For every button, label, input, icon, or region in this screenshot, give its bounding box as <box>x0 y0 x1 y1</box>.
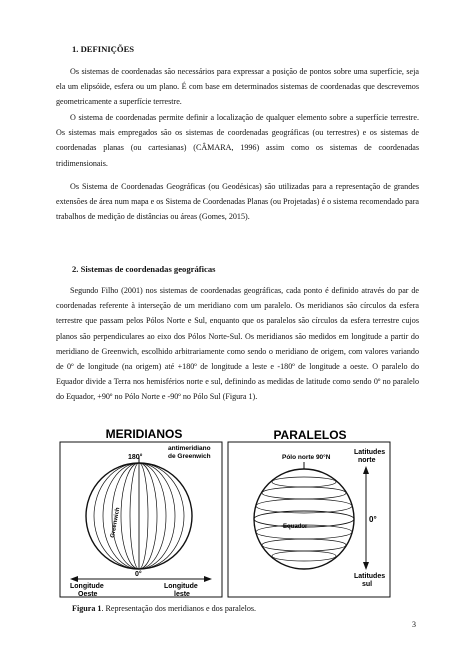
label-latitudes-norte: Latitudes norte <box>354 449 386 464</box>
caption-text: . Representação dos meridianos e dos paralelos. <box>101 604 257 613</box>
arrow-south-icon <box>363 562 369 570</box>
paragraph-2: O sistema de coordenadas permite definir a localização de qualquer elemento sobre a superfície terrestre. Os sistemas mais empregados são os sistemas de coordenadas geográficas (ou terrestres) e os sistemas de coordenadas planas (ou cartesianas) (CÂMARA, 1996) assim como os sistemas de coordenadas tridimensionais. <box>56 113 419 168</box>
paragraph-1: Os sistemas de coordenadas são necessários para expressar a posição de pontos sobre uma superfície, seja ela um elipsóide, esfera ou um plano. É com base em determinados sistemas de coordenadas que descrevemos geometricamente a superfície terrestre. <box>56 67 419 107</box>
page-number: 3 <box>412 620 416 629</box>
meridianos-title: MERIDIANOS <box>105 427 183 441</box>
label-antimeridiano: antimeridiano de Greenwich <box>168 445 211 460</box>
label-180: 180° <box>128 454 143 461</box>
label-longitude-leste: Longitude leste <box>164 583 198 598</box>
label-polo-norte: Pólo norte 90°N <box>282 454 331 461</box>
caption-label: Figura 1 <box>72 604 102 613</box>
figure-caption <box>72 604 256 613</box>
paralelos-title: PARALELOS <box>273 428 347 442</box>
label-longitude-oeste: Longitude Oeste <box>70 583 104 598</box>
label-latitudes-sul: Latitudes sul <box>354 573 386 588</box>
arrow-west-icon <box>70 576 78 582</box>
arrow-north-icon <box>363 466 369 474</box>
paralelos-globe <box>254 462 354 569</box>
section-heading-definicoes: 1. DEFINIÇÕES <box>72 44 135 54</box>
arrow-east-icon <box>204 576 212 582</box>
label-greenwich: Greenwich <box>110 507 122 539</box>
meridianos-globe <box>86 456 192 569</box>
paragraph-3: Os Sistema de Coordenadas Geográficas (ou Geodésicas) são utilizadas para a representação de grandes extensões de área num mapa e os Sistema de Coordenadas Planas (ou Projetadas) é o sistema recomendado para trabalhos de medição de distâncias ou áreas (Gomes, 2015). <box>56 182 419 222</box>
figure-meridianos-paralelos <box>56 426 418 601</box>
paragraph-4: Segundo Filho (2001) nos sistemas de coordenadas geográficas, cada ponto é definido através do par de coordenadas referente à interseção de um meridiano com um paralelo. Os meridianos são círculos da esfera terrestre que passam pelos Pólos Norte e Sul, enquanto que os paralelos são círculos da esfera terrestre cujos planos são perpendiculares ao eixo dos Pólos Norte-Sul. Os meridianos são medidos em longitude a partir do meridiano de Greenwich, escolhido arbitrariamente como sendo o meridiano de origem, com valores variando de 0º de longitude (na origem) até +180º de longitude a leste e -180º de longitude a oeste. O paralelo do Equador divide a Terra nos hemisférios norte e sul, definindo as medidas de latitude como sendo 0º no paralelo do Equador, +90º no Pólo Norte e -90º no Pólo Sul (Figura 1). <box>56 286 419 402</box>
label-equador: Equador <box>283 524 308 530</box>
label-zero-latitude: 0° <box>369 515 377 524</box>
section-heading-coordenadas-geograficas: 2. Sistemas de coordenadas geográficas <box>72 264 216 274</box>
label-zero-longitude: 0° <box>135 571 142 578</box>
